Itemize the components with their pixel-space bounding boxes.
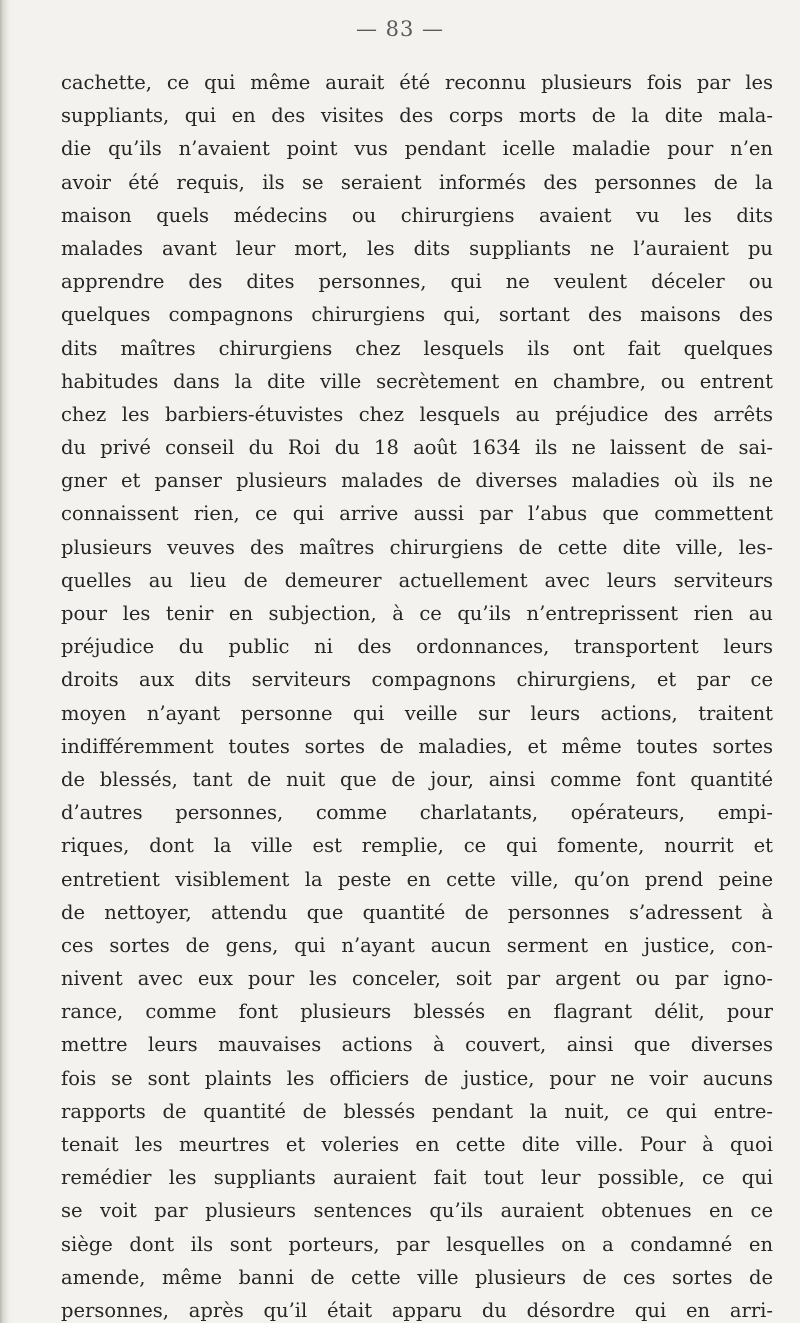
text-line: entretient visiblement la peste en cette ville, qu’on prend peine bbox=[61, 867, 773, 891]
text-line: se voit par plusieurs sentences qu’ils auraient obtenues en ce bbox=[61, 1199, 773, 1223]
text-line: dits maîtres chirurgiens chez lesquels ils ont fait quelques bbox=[61, 336, 773, 360]
text-line: de nettoyer, attendu que quantité de personnes s’adressent à bbox=[61, 900, 773, 924]
text-line: avoir été requis, ils se seraient informés des personnes de la bbox=[61, 170, 773, 194]
text-line: malades avant leur mort, les dits suppliants ne l’auraient pu bbox=[61, 236, 773, 260]
text-line: mettre leurs mauvaises actions à couvert, ainsi que diverses bbox=[61, 1033, 773, 1057]
text-line: die qu’ils n’avaient point vus pendant icelle maladie pour n’en bbox=[61, 137, 773, 161]
text-line: moyen n’ayant personne qui veille sur leurs actions, traitent bbox=[61, 701, 773, 725]
text-line: connaissent rien, ce qui arrive aussi par l’abus que commettent bbox=[61, 502, 773, 526]
text-line: siège dont ils sont porteurs, par lesquelles on a condamné en bbox=[61, 1232, 773, 1256]
text-line: droits aux dits serviteurs compagnons chirurgiens, et par ce bbox=[61, 668, 773, 692]
body-text bbox=[61, 66, 773, 1323]
text-line: maison quels médecins ou chirurgiens avaient vu les dits bbox=[61, 203, 773, 227]
text-line: nivent avec eux pour les conceler, soit par argent ou par igno- bbox=[61, 967, 773, 991]
text-line: quelles au lieu de demeurer actuellement avec leurs serviteurs bbox=[61, 568, 773, 592]
text-line: chez les barbiers-étuvistes chez lesquels au préjudice des arrêts bbox=[61, 402, 773, 426]
text-line: plusieurs veuves des maîtres chirurgiens de cette dite ville, les- bbox=[61, 535, 773, 559]
text-line: amende, même banni de cette ville plusieurs de ces sortes de bbox=[61, 1265, 773, 1289]
text-line: rance, comme font plusieurs blessés en flagrant délit, pour bbox=[61, 1000, 773, 1024]
text-line: d’autres personnes, comme charlatants, opérateurs, empi- bbox=[61, 801, 773, 825]
page-number: — 83 — bbox=[355, 17, 445, 41]
text-line: habitudes dans la dite ville secrètement en chambre, ou entrent bbox=[61, 369, 773, 393]
text-line: suppliants, qui en des visites des corps morts de la dite mala- bbox=[61, 104, 773, 128]
text-line: gner et panser plusieurs malades de diverses maladies où ils ne bbox=[61, 469, 773, 493]
text-line: fois se sont plaints les officiers de justice, pour ne voir aucuns bbox=[61, 1066, 773, 1090]
text-line: riques, dont la ville est remplie, ce qui fomente, nourrit et bbox=[61, 834, 773, 858]
text-line: personnes, après qu’il était apparu du désordre qui en arri- bbox=[61, 1298, 773, 1322]
text-line: tenait les meurtres et voleries en cette dite ville. Pour à quoi bbox=[61, 1133, 773, 1156]
text-line: quelques compagnons chirurgiens qui, sortant des maisons des bbox=[61, 303, 773, 327]
text-line: indifféremment toutes sortes de maladies, et même toutes sortes bbox=[61, 734, 773, 758]
text-line: pour les tenir en subjection, à ce qu’ils n’entreprissent rien au bbox=[61, 602, 773, 625]
text-line: rapports de quantité de blessés pendant la nuit, ce qui entre- bbox=[61, 1099, 773, 1123]
text-line: préjudice du public ni des ordonnances, transportent leurs bbox=[61, 635, 773, 659]
text-line: du privé conseil du Roi du 18 août 1634 ils ne laissent de sai- bbox=[61, 436, 773, 460]
text-line: cachette, ce qui même aurait été reconnu plusieurs fois par les bbox=[61, 71, 773, 94]
text-line: remédier les suppliants auraient fait tout leur possible, ce qui bbox=[61, 1166, 773, 1190]
text-line: de blessés, tant de nuit que de jour, ainsi comme font quantité bbox=[61, 767, 773, 791]
text-line: ces sortes de gens, qui n’ayant aucun serment en justice, con- bbox=[61, 933, 773, 957]
text-line: apprendre des dites personnes, qui ne veulent déceler ou bbox=[61, 270, 773, 294]
page-binding-edge bbox=[0, 0, 10, 1323]
